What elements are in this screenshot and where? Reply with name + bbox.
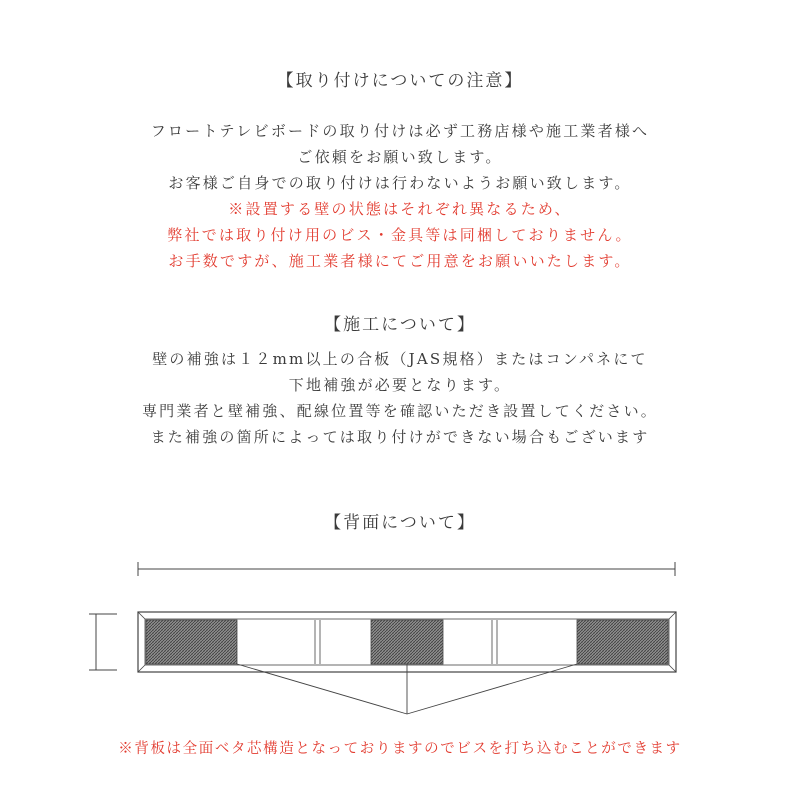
install-warning-line-3: お手数ですが、施工業者様にてご用意をお願いいたします。 (168, 252, 632, 270)
core-panel-right (577, 620, 668, 664)
install-line-1: フロートテレビボードの取り付けは必ず工務店様や施工業者様へ (150, 122, 650, 140)
install-line-3: お客様ご自身での取り付けは行わないようお願い致します。 (168, 174, 632, 192)
install-warning-line-1: ※設置する壁の状態はそれぞれ異なるため、 (228, 200, 572, 218)
core-panel-center (371, 620, 443, 664)
back-section-title: 【背面について】 (324, 513, 476, 533)
construction-line-2: 下地補強が必要となります。 (288, 376, 512, 394)
construction-line-4: また補強の箇所によっては取り付けができない場合もございます (150, 428, 650, 446)
construction-section-title: 【施工について】 (324, 315, 476, 335)
construction-line-3: 専門業者と壁補強、配線位置等を確認いただき設置してください。 (141, 402, 658, 420)
back-panel-diagram (0, 540, 800, 730)
install-line-2: ご依頼をお願い致します。 (297, 148, 503, 166)
width-dimension (138, 562, 675, 576)
construction-line-1: 壁の補強は１２mm以上の合板（JAS規格）またはコンパネにて (152, 350, 648, 368)
height-dimension (89, 614, 117, 670)
install-warning-line-2: 弊社では取り付け用のビス・金具等は同梱しておりません。 (167, 226, 633, 244)
back-panel-note: ※背板は全面ベタ芯構造となっておりますのでビスを打ち込むことができます (118, 741, 682, 757)
core-panel-left (146, 620, 237, 664)
install-section-title: 【取り付けについての注意】 (276, 71, 524, 91)
